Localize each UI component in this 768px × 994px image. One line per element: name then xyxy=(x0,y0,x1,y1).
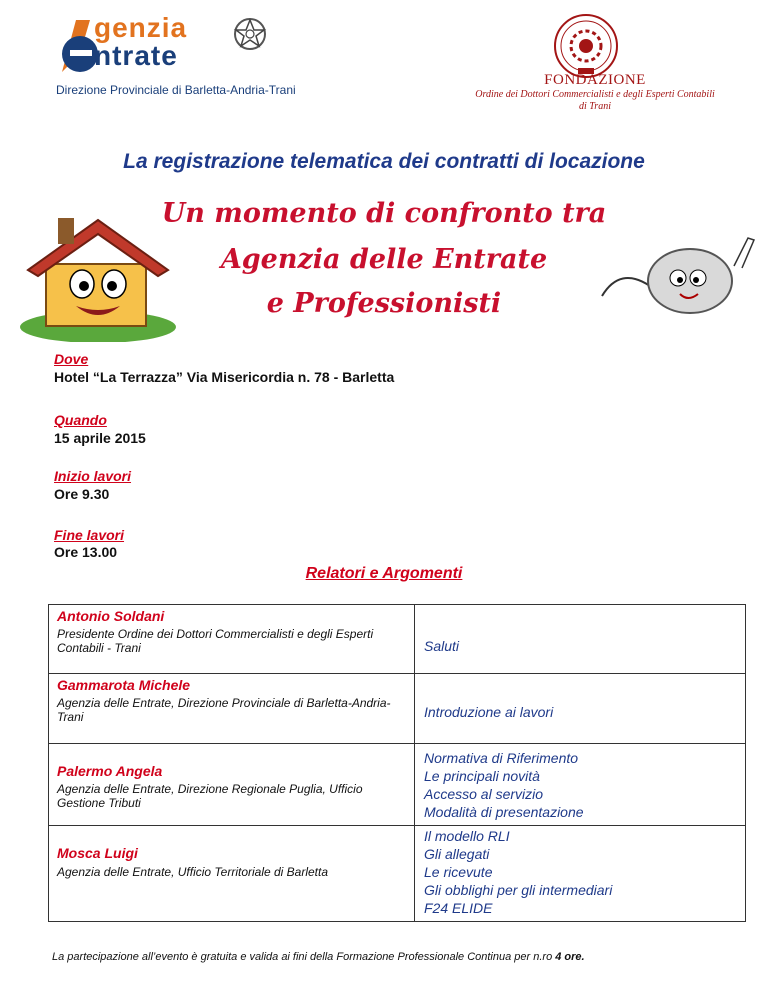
cartoon-mouse-icon xyxy=(600,226,760,326)
script-line-1: Un momento di confronto tra xyxy=(161,198,607,229)
speaker-role: Agenzia delle Entrate, Direzione Provinciale di Barletta-Andria-Trani xyxy=(57,696,391,724)
topic-item: Gli allegati xyxy=(424,846,490,862)
fondazione-sub-line2: di Trani xyxy=(579,101,611,112)
italian-emblem-icon xyxy=(232,14,268,54)
topic-item: Normativa di Riferimento xyxy=(424,750,579,766)
topic-item: Gli obblighi per gli intermediari xyxy=(424,882,613,898)
speaker-name: Mosca Luigi xyxy=(57,845,138,861)
relatori-title: Relatori e Argomenti xyxy=(305,565,463,582)
speaker-role: Presidente Ordine dei Dottori Commercialisti e degli Esperti Contabili - Trani xyxy=(57,627,374,655)
fondazione-seal-icon xyxy=(552,12,620,80)
fondazione-subtitle xyxy=(455,89,735,113)
direzione-provinciale: Direzione Provinciale di Barletta-Andria-Trani xyxy=(56,83,296,97)
page-title: La registrazione telematica dei contratti di locazione xyxy=(123,150,645,173)
topic-item: Accesso al servizio xyxy=(424,786,544,802)
script-line-2: Agenzia delle Entrate xyxy=(220,244,548,275)
inizio-value: Ore 9.30 xyxy=(54,486,110,502)
topic-item: Il modello RLI xyxy=(424,828,510,844)
topic: Introduzione ai lavori xyxy=(424,704,554,720)
dove-value: Hotel “La Terrazza” Via Misericordia n. 78 - Barletta xyxy=(54,369,395,385)
table-row-divider xyxy=(49,673,745,674)
topic-item: Le ricevute xyxy=(424,864,493,880)
topic-item: Modalità di presentazione xyxy=(424,804,584,820)
fondazione-title: FONDAZIONE xyxy=(544,72,646,88)
fine-value: Ore 13.00 xyxy=(54,544,118,560)
footer-text: La partecipazione all’evento è gratuita e valida ai fini della Formazione Professionale Continua per n.ro xyxy=(52,951,556,963)
quando-label: Quando xyxy=(54,412,107,428)
footer-hours: 4 ore. xyxy=(555,951,585,963)
topic-list-3 xyxy=(424,749,584,821)
topic: Saluti xyxy=(424,638,460,654)
topic-list-4 xyxy=(424,827,612,917)
fondazione-sub-line1: Ordine dei Dottori Commercialisti e degli Esperti Contabili xyxy=(475,89,715,100)
speaker-name: Antonio Soldani xyxy=(57,608,165,624)
fine-label: Fine lavori xyxy=(54,527,125,543)
table-row-divider xyxy=(49,825,745,826)
speaker-name: Gammarota Michele xyxy=(57,677,191,693)
entrate-word: ntrate xyxy=(94,40,178,71)
table-row-divider xyxy=(49,743,745,744)
speaker-role: Agenzia delle Entrate, Direzione Regionale Puglia, Ufficio Gestione Tributi xyxy=(57,782,363,810)
topic-item: Le principali novità xyxy=(424,768,540,784)
speaker-name: Palermo Angela xyxy=(57,763,163,779)
speakers-table xyxy=(48,604,746,922)
speaker-role: Agenzia delle Entrate, Ufficio Territoriale di Barletta xyxy=(57,865,329,879)
script-line-3: e Professionisti xyxy=(266,288,502,319)
footer-note xyxy=(52,951,585,963)
inizio-label: Inizio lavori xyxy=(54,468,132,484)
dove-label: Dove xyxy=(54,351,89,367)
topic-item: F24 ELIDE xyxy=(424,900,493,916)
cartoon-house-icon xyxy=(18,212,178,342)
fondazione-block xyxy=(455,0,735,120)
agenzia-word: genzia xyxy=(94,12,188,43)
quando-value: 15 aprile 2015 xyxy=(54,430,146,446)
